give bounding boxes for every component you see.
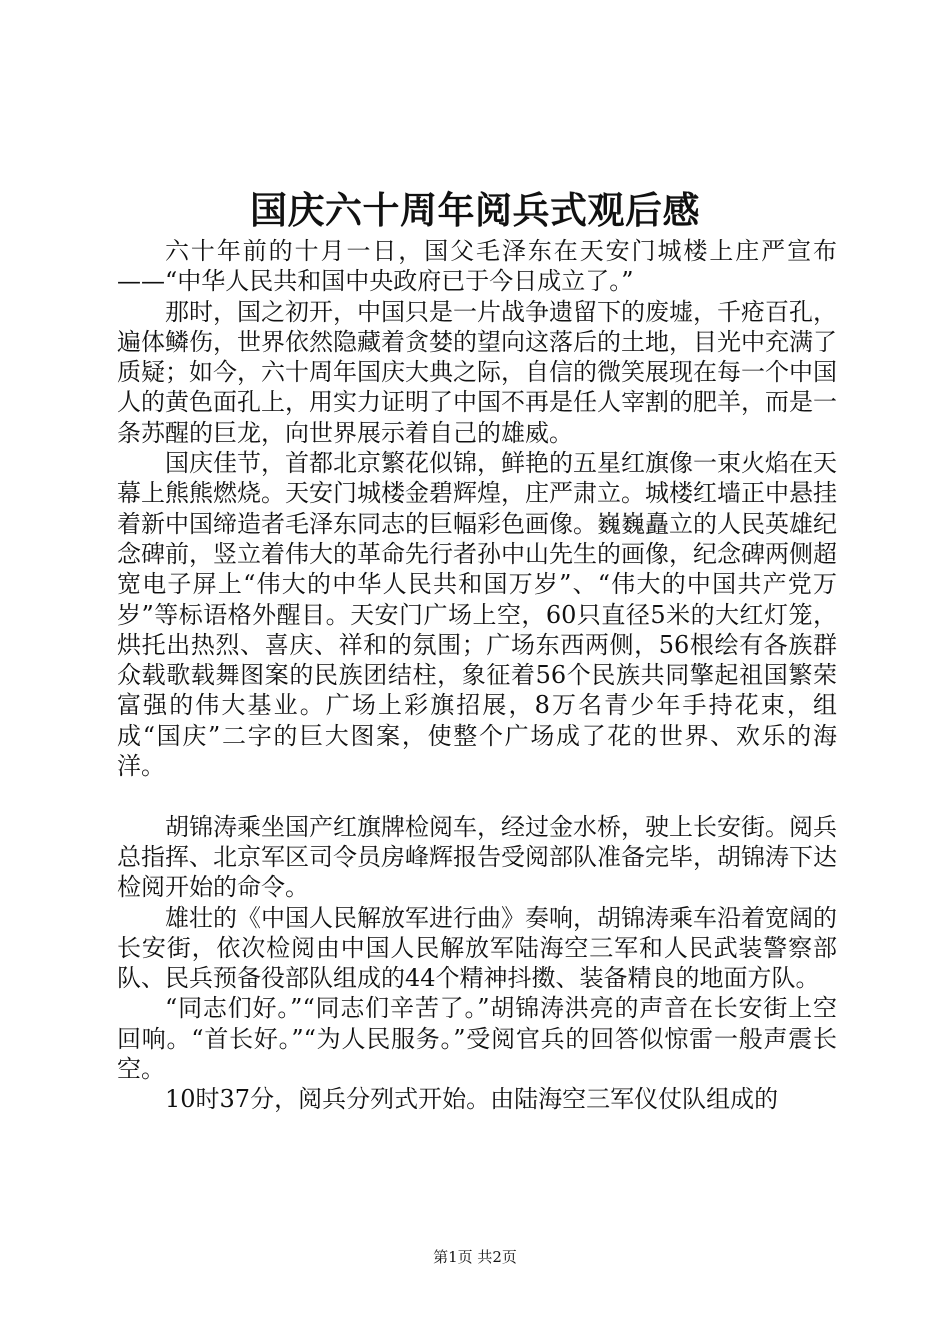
document-body [117,236,837,1115]
paragraph-spacer [117,781,837,811]
paragraph-7: 10时37分，阅兵分列式开始。由陆海空三军仪仗队组成的 [165,1085,779,1114]
paragraph-6: “同志们好。”“同志们辛苦了。”胡锦涛洪亮的声音在长安街上空回响。“首长好。”“为人民服务。”受阅官兵的回答似惊雷一般声震长空。 [117,994,837,1084]
paragraph-3: 国庆佳节，首都北京繁花似锦，鲜艳的五星红旗像一束火焰在天幕上熊熊燃烧。天安门城楼金碧辉煌，庄严肃立。城楼红墙正中悬挂着新中国缔造者毛泽东同志的巨幅彩色画像。巍巍矗立的人民英雄纪念碑前，竖立着伟大的革命先行者孙中山先生的画像，纪念碑两侧超宽电子屏上“伟大的中华人民共和国万岁”、“伟大的中国共产党万岁”等标语格外醒目。天安门广场上空，60只直径5米的大红灯笼，烘托出热烈、喜庆、祥和的氛围；广场东西两侧，56根绘有各族群众载歌载舞图案的民族团结柱，象征着56个民族共同擎起祖国繁荣富强的伟大基业。广场上彩旗招展，8万名青少年手持花束，组成“国庆”二字的巨大图案，使整个广场成了花的世界、欢乐的海洋。 [117,449,837,781]
paragraph-4: 胡锦涛乘坐国产红旗牌检阅车，经过金水桥，驶上长安街。阅兵总指挥、北京军区司令员房峰辉报告受阅部队准备完毕，胡锦涛下达检阅开始的命令。 [117,812,837,902]
page-footer: 第1页 共2页 [433,1248,517,1266]
paragraph-2: 那时，国之初开，中国只是一片战争遗留下的废墟，千疮百孔，遍体鳞伤，世界依然隐藏着贪婪的望向这落后的土地，目光中充满了质疑；如今，六十周年国庆大典之际，自信的微笑展现在每一个中国人的黄色面孔上，用实力证明了中国不再是任人宰割的肥羊，而是一条苏醒的巨龙，向世界展示着自己的雄威。 [117,297,837,447]
paragraph-1: 六十年前的十月一日，国父毛泽东在天安门城楼上庄严宣布——“中华人民共和国中央政府已于今日成立了。” [117,237,837,296]
paragraph-5: 雄壮的《中国人民解放军进行曲》奏响，胡锦涛乘车沿着宽阔的长安街，依次检阅由中国人民解放军陆海空三军和人民武装警察部队、民兵预备役部队组成的44个精神抖擞、装备精良的地面方队。 [117,903,837,993]
document-title: 国庆六十周年阅兵式观后感 [250,188,700,232]
